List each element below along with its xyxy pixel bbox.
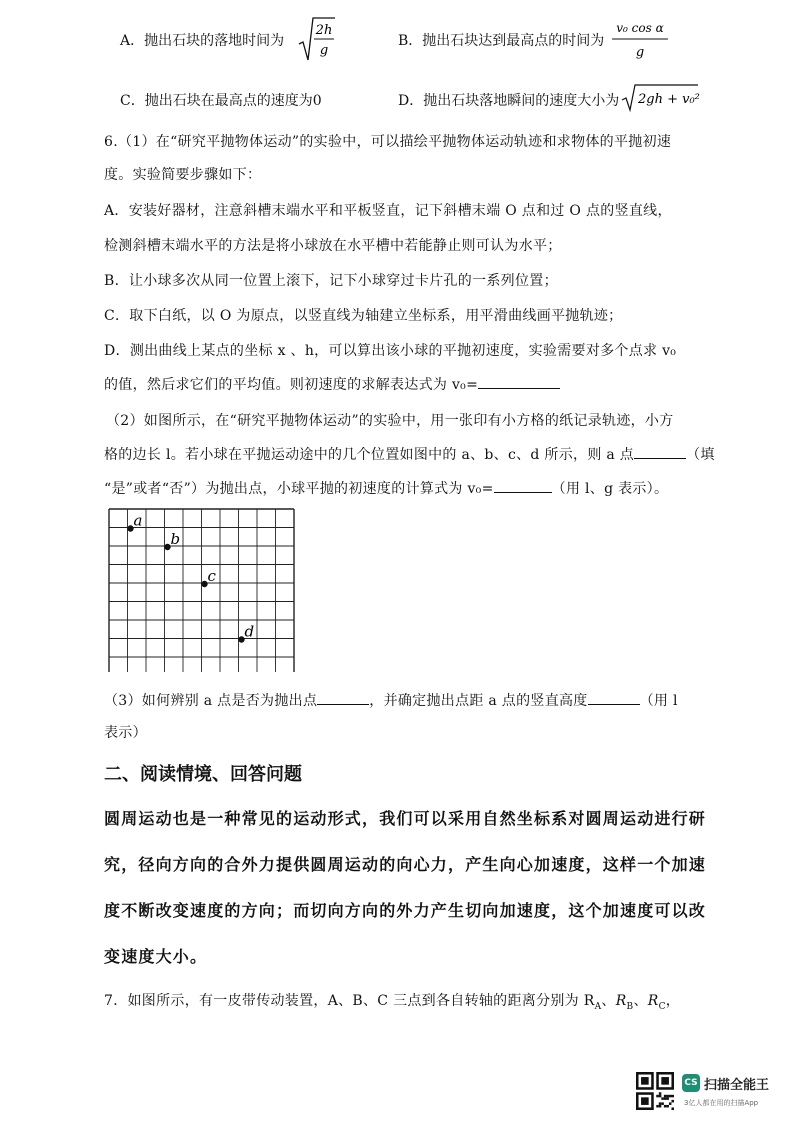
- q6-part3-line1: [104, 690, 678, 710]
- scanner-app-name: 扫描全能王: [704, 1078, 770, 1093]
- answer-blank-identify-launch-point[interactable]: [317, 690, 369, 705]
- q6-step-a-line1: A．安装好器材，注意斜槽末端水平和平板竖直，记下斜槽末端 O 点和过 O 点的竖直线，: [104, 203, 672, 219]
- q7-sub-b: B: [626, 1001, 634, 1012]
- reading-paragraph-line2: 究，径向方向的合外力提供圆周运动的向心力，产生向心加速度，这样一个加速: [104, 855, 707, 874]
- qr-module: [661, 1097, 664, 1100]
- q6-part2-line3-text: “是”或者“否”）为抛出点，小球平抛的初速度的计算式为 v₀=: [104, 481, 494, 497]
- q6-part3-text-suffix: （用 l: [639, 693, 678, 709]
- q7-text: 7．如图所示，有一皮带传动装置，A、B、C 三点到各自转轴的距离分别为 R: [104, 993, 595, 1009]
- q7-sub-c: C: [658, 1001, 666, 1012]
- qr-module: [664, 1105, 667, 1108]
- option-d-radicand: 2gh + v₀²: [638, 92, 700, 107]
- q6-part2-line2: [104, 444, 715, 464]
- qr-module: [656, 1095, 659, 1098]
- q6-part3-text: （3）如何辨别 a 点是否为抛出点: [104, 693, 318, 709]
- reading-paragraph-line4: 变速度大小。: [104, 947, 208, 966]
- q6-part2-line3: [104, 478, 668, 498]
- option-a-text: A．抛出石块的落地时间为: [120, 33, 285, 49]
- qr-module: [666, 1097, 669, 1100]
- qr-module: [659, 1105, 662, 1108]
- qr-module: [659, 1095, 662, 1098]
- trajectory-grid-figure: [108, 508, 298, 672]
- qr-module: [669, 1102, 672, 1105]
- scanner-logo-badge: [682, 1074, 700, 1092]
- grid-lines: [109, 509, 294, 672]
- qr-module: [669, 1095, 672, 1098]
- option-d: [398, 90, 619, 110]
- qr-module: [666, 1105, 669, 1108]
- q7-text-line: 7．如图所示，有一皮带传动装置，A、B、C 三点到各自转轴的距离分别为 $R_A$、$R_B$、$R_C$，: [104, 993, 681, 1012]
- q6-step-d-line1: D．测出曲线上某点的坐标 x 、h，可以算出该小球的平抛初速度，实验需要对多个点求 v₀: [104, 343, 677, 359]
- q6-step-d-line2: [104, 374, 560, 394]
- scanner-app-tagline: 3亿人都在用的扫描App: [684, 1099, 759, 1107]
- qr-module: [661, 1102, 664, 1105]
- option-b-numerator: v₀ cos α: [616, 21, 664, 35]
- qr-module: [671, 1107, 674, 1110]
- qr-module: [664, 1095, 667, 1098]
- q6-step-a-line2: 检测斜槽末端水平的方法是将小球放在水平槽中若能静止则可认为水平；: [104, 238, 562, 254]
- q6-part2-line2-suffix: （填: [686, 447, 715, 463]
- qr-module: [666, 1095, 669, 1098]
- q6-part2-line3-suffix: （用 l、g 表示）。: [551, 481, 669, 497]
- qr-code-image: [636, 1072, 674, 1110]
- q6-step-c: C．取下白纸，以 O 为原点，以竖直线为轴建立坐标系，用平滑曲线画平抛轨迹；: [104, 308, 623, 324]
- qr-module: [671, 1095, 674, 1098]
- q6-intro-line1: 6.（1）在“研究平抛物体运动”的实验中，可以描绘平抛物体运动轨迹和求物体的平抛初速: [104, 134, 672, 150]
- q6-part2-line2-text: 格的边长 l。若小球在平抛运动途中的几个位置如图中的 a、b、c、d 所示，则 a 点: [104, 447, 635, 463]
- option-c: [120, 90, 322, 110]
- q6-part2-line1: （2）如图所示，在“研究平抛物体运动”的实验中，用一张印有小方格的纸记录轨迹，小方: [106, 413, 674, 429]
- qr-finder-module: [641, 1077, 649, 1085]
- option-c-text: C．抛出石块在最高点的速度为0: [120, 93, 322, 109]
- answer-blank-a-is-launch-point[interactable]: [634, 444, 686, 459]
- scanner-logo-text: CS: [684, 1078, 698, 1088]
- qr-finder-module: [661, 1077, 669, 1085]
- qr-module: [671, 1100, 674, 1103]
- q6-part3-text-mid: ，并确定抛出点距 a 点的竖直高度: [369, 693, 588, 709]
- option-b-formula: [610, 14, 670, 64]
- q6-step-b: B．让小球多次从同一位置上滚下，记下小球穿过卡片孔的一系列位置；: [104, 273, 558, 289]
- q6-step-d-line2-text: 的值，然后求它们的平均值。则初速度的求解表达式为 v₀=: [104, 377, 479, 393]
- trajectory-point-label-d: d: [244, 622, 255, 641]
- qr-module: [659, 1102, 662, 1105]
- q7-sub-a: A: [594, 1001, 602, 1012]
- trajectory-point-label-c: c: [207, 567, 216, 585]
- option-a-denominator: g: [319, 43, 329, 58]
- qr-module: [664, 1097, 667, 1100]
- q6-intro-line2: 度。实验简要步骤如下：: [104, 167, 262, 183]
- qr-module: [656, 1105, 659, 1108]
- answer-blank-vertical-height[interactable]: [588, 690, 640, 705]
- option-b-denominator: g: [635, 45, 645, 60]
- reading-paragraph-line3: 度不断改变速度的方向；而切向方向的外力产生切向加速度，这个加速度可以改: [104, 901, 707, 920]
- qr-module: [659, 1092, 662, 1095]
- answer-blank-v0-formula[interactable]: [494, 478, 552, 493]
- option-d-formula: [620, 82, 700, 114]
- option-b-text: B．抛出石块达到最高点的时间为: [398, 33, 605, 49]
- option-a-formula: [297, 14, 337, 64]
- option-a-numerator: 2h: [315, 23, 333, 38]
- reading-paragraph-line1: 圆周运动也是一种常见的运动形式，我们可以采用自然坐标系对圆周运动进行研: [104, 809, 707, 828]
- option-d-text: D．抛出石块落地瞬间的速度大小为: [398, 93, 620, 109]
- trajectory-point-label-a: a: [133, 511, 143, 530]
- option-b: [398, 30, 604, 50]
- trajectory-point-label-b: b: [170, 530, 181, 548]
- section-heading: 二、阅读情境、回答问题: [104, 764, 302, 785]
- q6-part3-line2: 表示）: [104, 725, 147, 741]
- option-a: [120, 30, 284, 50]
- qr-finder-module: [641, 1097, 649, 1105]
- answer-blank-v0-expression[interactable]: [478, 374, 560, 389]
